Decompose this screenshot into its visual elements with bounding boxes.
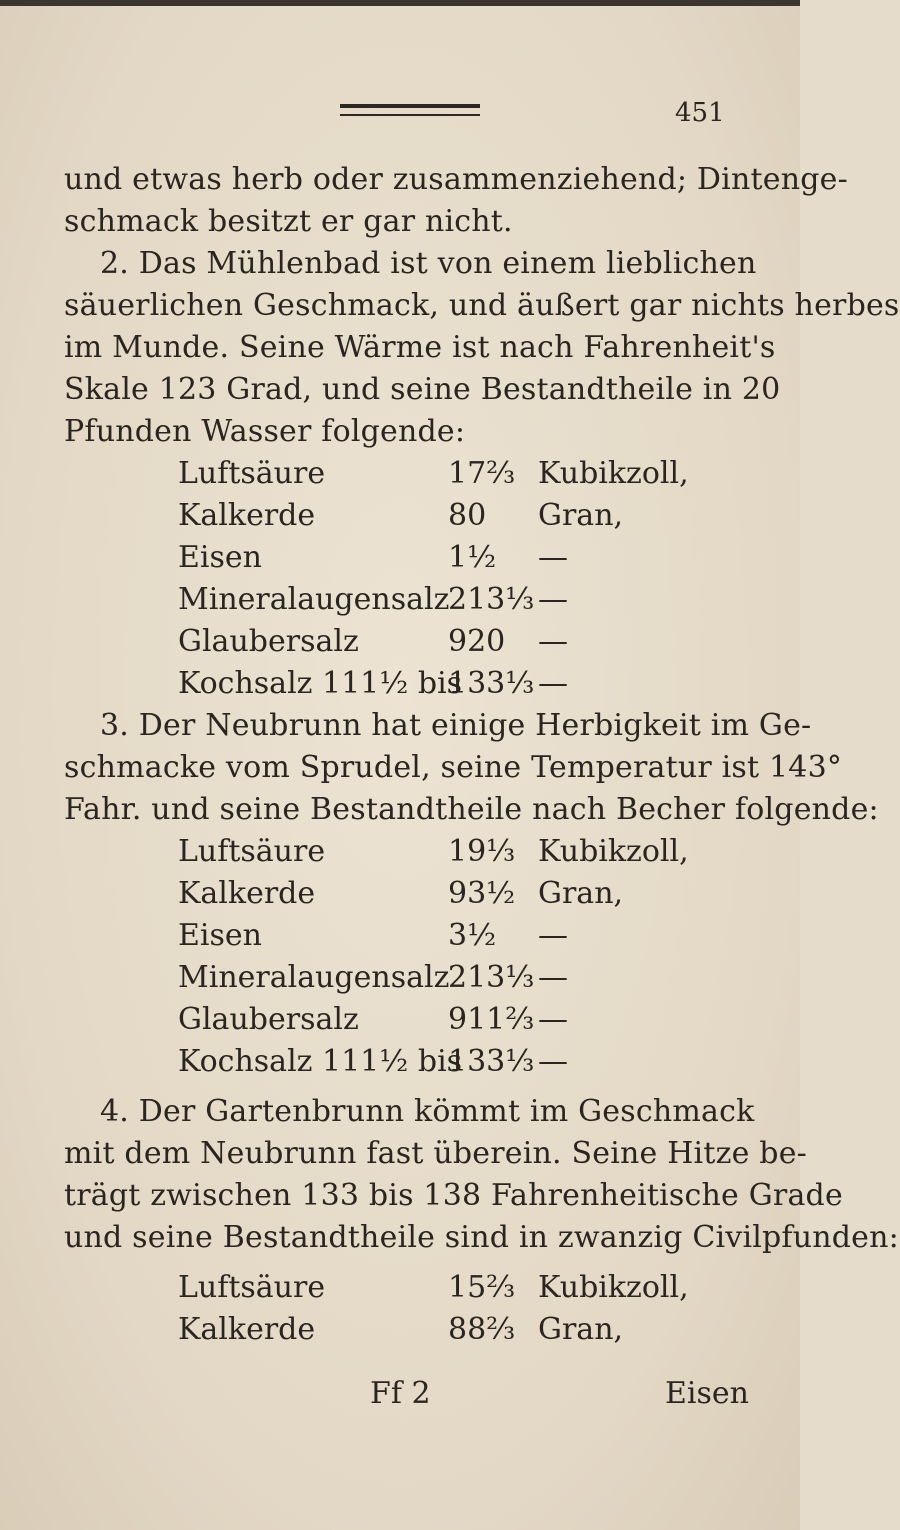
substance-unit: Kubikzoll, [538,834,689,869]
text-line: Skale 123 Grad, und seine Bestandtheile in 20 [64,372,781,407]
text-line: im Munde. Seine Wärme ist nach Fahrenheit's [64,330,776,365]
substance-amount: 88⅔ [448,1312,516,1347]
top-edge-shadow [0,0,800,6]
signature-mark: Ff 2 [370,1376,431,1411]
text-line: Pfunden Wasser folgende: [64,414,466,449]
substance-unit: — [538,666,568,701]
substance-name: Eisen [178,540,262,575]
substance-amount: 19⅓ [448,834,516,869]
substance-unit: — [538,582,568,617]
substance-amount: 15⅔ [448,1270,516,1305]
substance-amount: 3½ [448,918,497,953]
header-rule [340,104,480,116]
substance-unit: — [538,1002,568,1037]
text-line: schmack besitzt er gar nicht. [64,204,513,239]
substance-amount: 80 [448,498,487,533]
substance-name: Glaubersalz [178,624,359,659]
catchword: Eisen [665,1376,749,1411]
substance-unit: — [538,918,568,953]
text-line: säuerlichen Geschmack, und äußert gar nichts herbes [64,288,900,323]
text-line: 4. Der Gartenbrunn kömmt im Geschmack [100,1094,755,1129]
substance-unit: Kubikzoll, [538,456,689,491]
substance-name: Kalkerde [178,1312,316,1347]
page-number: 451 [675,98,725,128]
substance-unit: — [538,540,568,575]
substance-name: Luftsäure [178,456,326,491]
substance-amount: 133⅓ [448,666,535,701]
text-line: 2. Das Mühlenbad ist von einem lieblichen [100,246,757,281]
substance-name: Mineralaugensalz [178,582,450,617]
text-line: und etwas herb oder zusammenziehend; Dintenge- [64,162,848,197]
text-line: trägt zwischen 133 bis 138 Fahrenheitische Grade [64,1178,843,1213]
substance-unit: — [538,624,568,659]
substance-name: Kochsalz 111½ bis [178,1044,463,1079]
substance-name: Kochsalz 111½ bis [178,666,463,701]
text-line: mit dem Neubrunn fast überein. Seine Hitze be- [64,1136,807,1171]
substance-name: Luftsäure [178,834,326,869]
substance-amount: 911⅔ [448,1002,535,1037]
substance-name: Kalkerde [178,876,316,911]
text-line: 3. Der Neubrunn hat einige Herbigkeit im Ge- [100,708,812,743]
text-line: und seine Bestandtheile sind in zwanzig Civilpfunden: [64,1220,899,1255]
substance-unit: Gran, [538,498,624,533]
substance-unit: — [538,960,568,995]
substance-amount: 920 [448,624,506,659]
substance-amount: 133⅓ [448,1044,535,1079]
substance-amount: 213⅓ [448,960,535,995]
substance-amount: 213⅓ [448,582,535,617]
substance-name: Mineralaugensalz [178,960,450,995]
substance-unit: Kubikzoll, [538,1270,689,1305]
text-line: Fahr. und seine Bestandtheile nach Becher folgende: [64,792,879,827]
substance-name: Eisen [178,918,262,953]
substance-unit: Gran, [538,876,624,911]
text-line: schmacke vom Sprudel, seine Temperatur ist 143° [64,750,843,785]
substance-amount: 1½ [448,540,497,575]
substance-unit: — [538,1044,568,1079]
substance-name: Kalkerde [178,498,316,533]
substance-name: Glaubersalz [178,1002,359,1037]
substance-amount: 17⅔ [448,456,516,491]
substance-name: Luftsäure [178,1270,326,1305]
substance-unit: Gran, [538,1312,624,1347]
substance-amount: 93½ [448,876,516,911]
